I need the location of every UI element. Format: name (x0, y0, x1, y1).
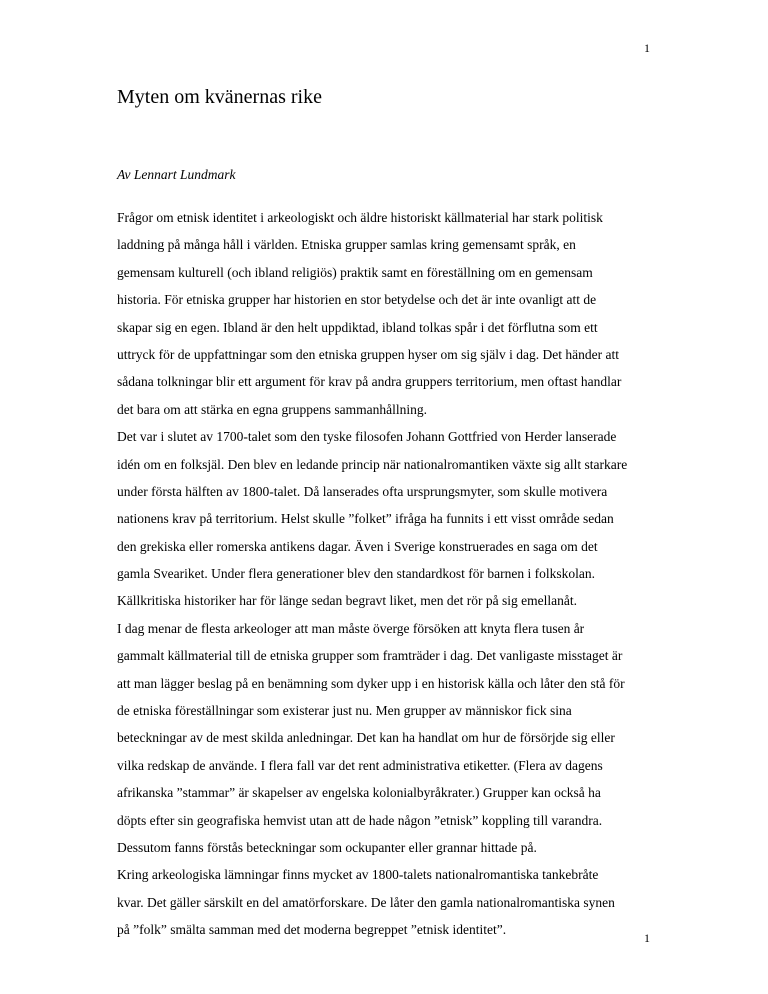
text-line: gamla Sveariket. Under flera generationer blev den standardkost för barnen i folkskolan. (117, 566, 595, 582)
text-line: den grekiska eller romerska antikens dagar. Även i Sverige konstruerades en saga om det (117, 538, 598, 554)
text-line: historia. För etniska grupper har historien en stor betydelse och det är inte ovanligt att de (117, 292, 597, 308)
text-line: gammalt källmaterial till de etniska grupper som framträder i dag. Det vanligaste misstaget är (117, 648, 623, 664)
text-line: Källkritiska historiker har för länge sedan begravt liket, men det rör på sig emellanåt. (117, 593, 577, 609)
text-line: att man lägger beslag på en benämning som dyker upp i en historisk källa och låter den stå för (117, 675, 625, 691)
text-line: kvar. Det gäller särskilt en del amatörforskare. De låter den gamla nationalromantiska synen (117, 894, 615, 910)
text-line: de etniska föreställningar som existerar just nu. Men grupper av människor fick sina (117, 703, 572, 719)
text-line: det bara om att stärka en egna gruppens sammanhållning. (117, 401, 428, 417)
page-number-bottom: 1 (644, 931, 650, 945)
text-line: skapar sig en egen. Ibland är den helt uppdiktad, ibland tolkas spår i det förflutna som ett (117, 319, 598, 335)
text-line: Kring arkeologiska lämningar finns mycket av 1800-talets nationalromantiska tankebråte (117, 867, 599, 883)
text-line: afrikanska ”stammar” är skapelser av engelska kolonialbyråkrater.) Grupper kan också ha (117, 785, 601, 801)
text-line: beteckningar av de mest skilda anledningar. Det kan ha handlat om hur de försörjde sig eller (117, 730, 615, 746)
body-text (117, 204, 657, 944)
author-byline: Av Lennart Lundmark (117, 167, 236, 182)
text-line: uttryck för de uppfattningar som den etniska gruppen hyser om sig själv i dag. Det händer att (117, 346, 619, 362)
page-number-top: 1 (644, 41, 650, 55)
text-line: laddning på många håll i världen. Etniska grupper samlas kring gemensamt språk, en (117, 237, 576, 253)
text-line: under första hälften av 1800-talet. Då lanserades ofta ursprungsmyter, som skulle motivera (117, 483, 608, 499)
text-line: Dessutom fanns förstås beteckningar som ockupanter eller grannar hittade på. (117, 839, 537, 855)
text-line: idén om en folksjäl. Den blev en ledande princip när nationalromantiken växte sig allt starkare (117, 456, 628, 472)
text-line: I dag menar de flesta arkeologer att man måste överge försöken att knyta flera tusen år (117, 620, 585, 636)
text-line: Frågor om etnisk identitet i arkeologiskt och äldre historiskt källmaterial har stark politisk (117, 210, 603, 225)
text-line: Det var i slutet av 1700-talet som den tyske filosofen Johann Gottfried von Herder lanserade (117, 429, 617, 445)
text-line: gemensam kulturell (och ibland religiös) praktik samt en föreställning om en gemensam (117, 264, 593, 280)
page-title: Myten om kvänernas rike (117, 86, 322, 108)
text-line: nationens krav på territorium. Helst skulle ”folket” ifråga ha funnits i ett visst område sedan (117, 511, 614, 527)
text-line: vilka redskap de använde. I flera fall var det rent administrativa etiketter. (Flera av dagens (117, 757, 603, 773)
text-line: sådana tolkningar blir ett argument för krav på andra gruppers territorium, men oftast handlar (117, 374, 622, 390)
text-line: på ”folk” smälta samman med det moderna begreppet ”etnisk identitet”. (117, 922, 507, 938)
text-line: döpts efter sin geografiska hemvist utan att de hade någon ”etnisk” koppling till varandra. (117, 812, 603, 828)
